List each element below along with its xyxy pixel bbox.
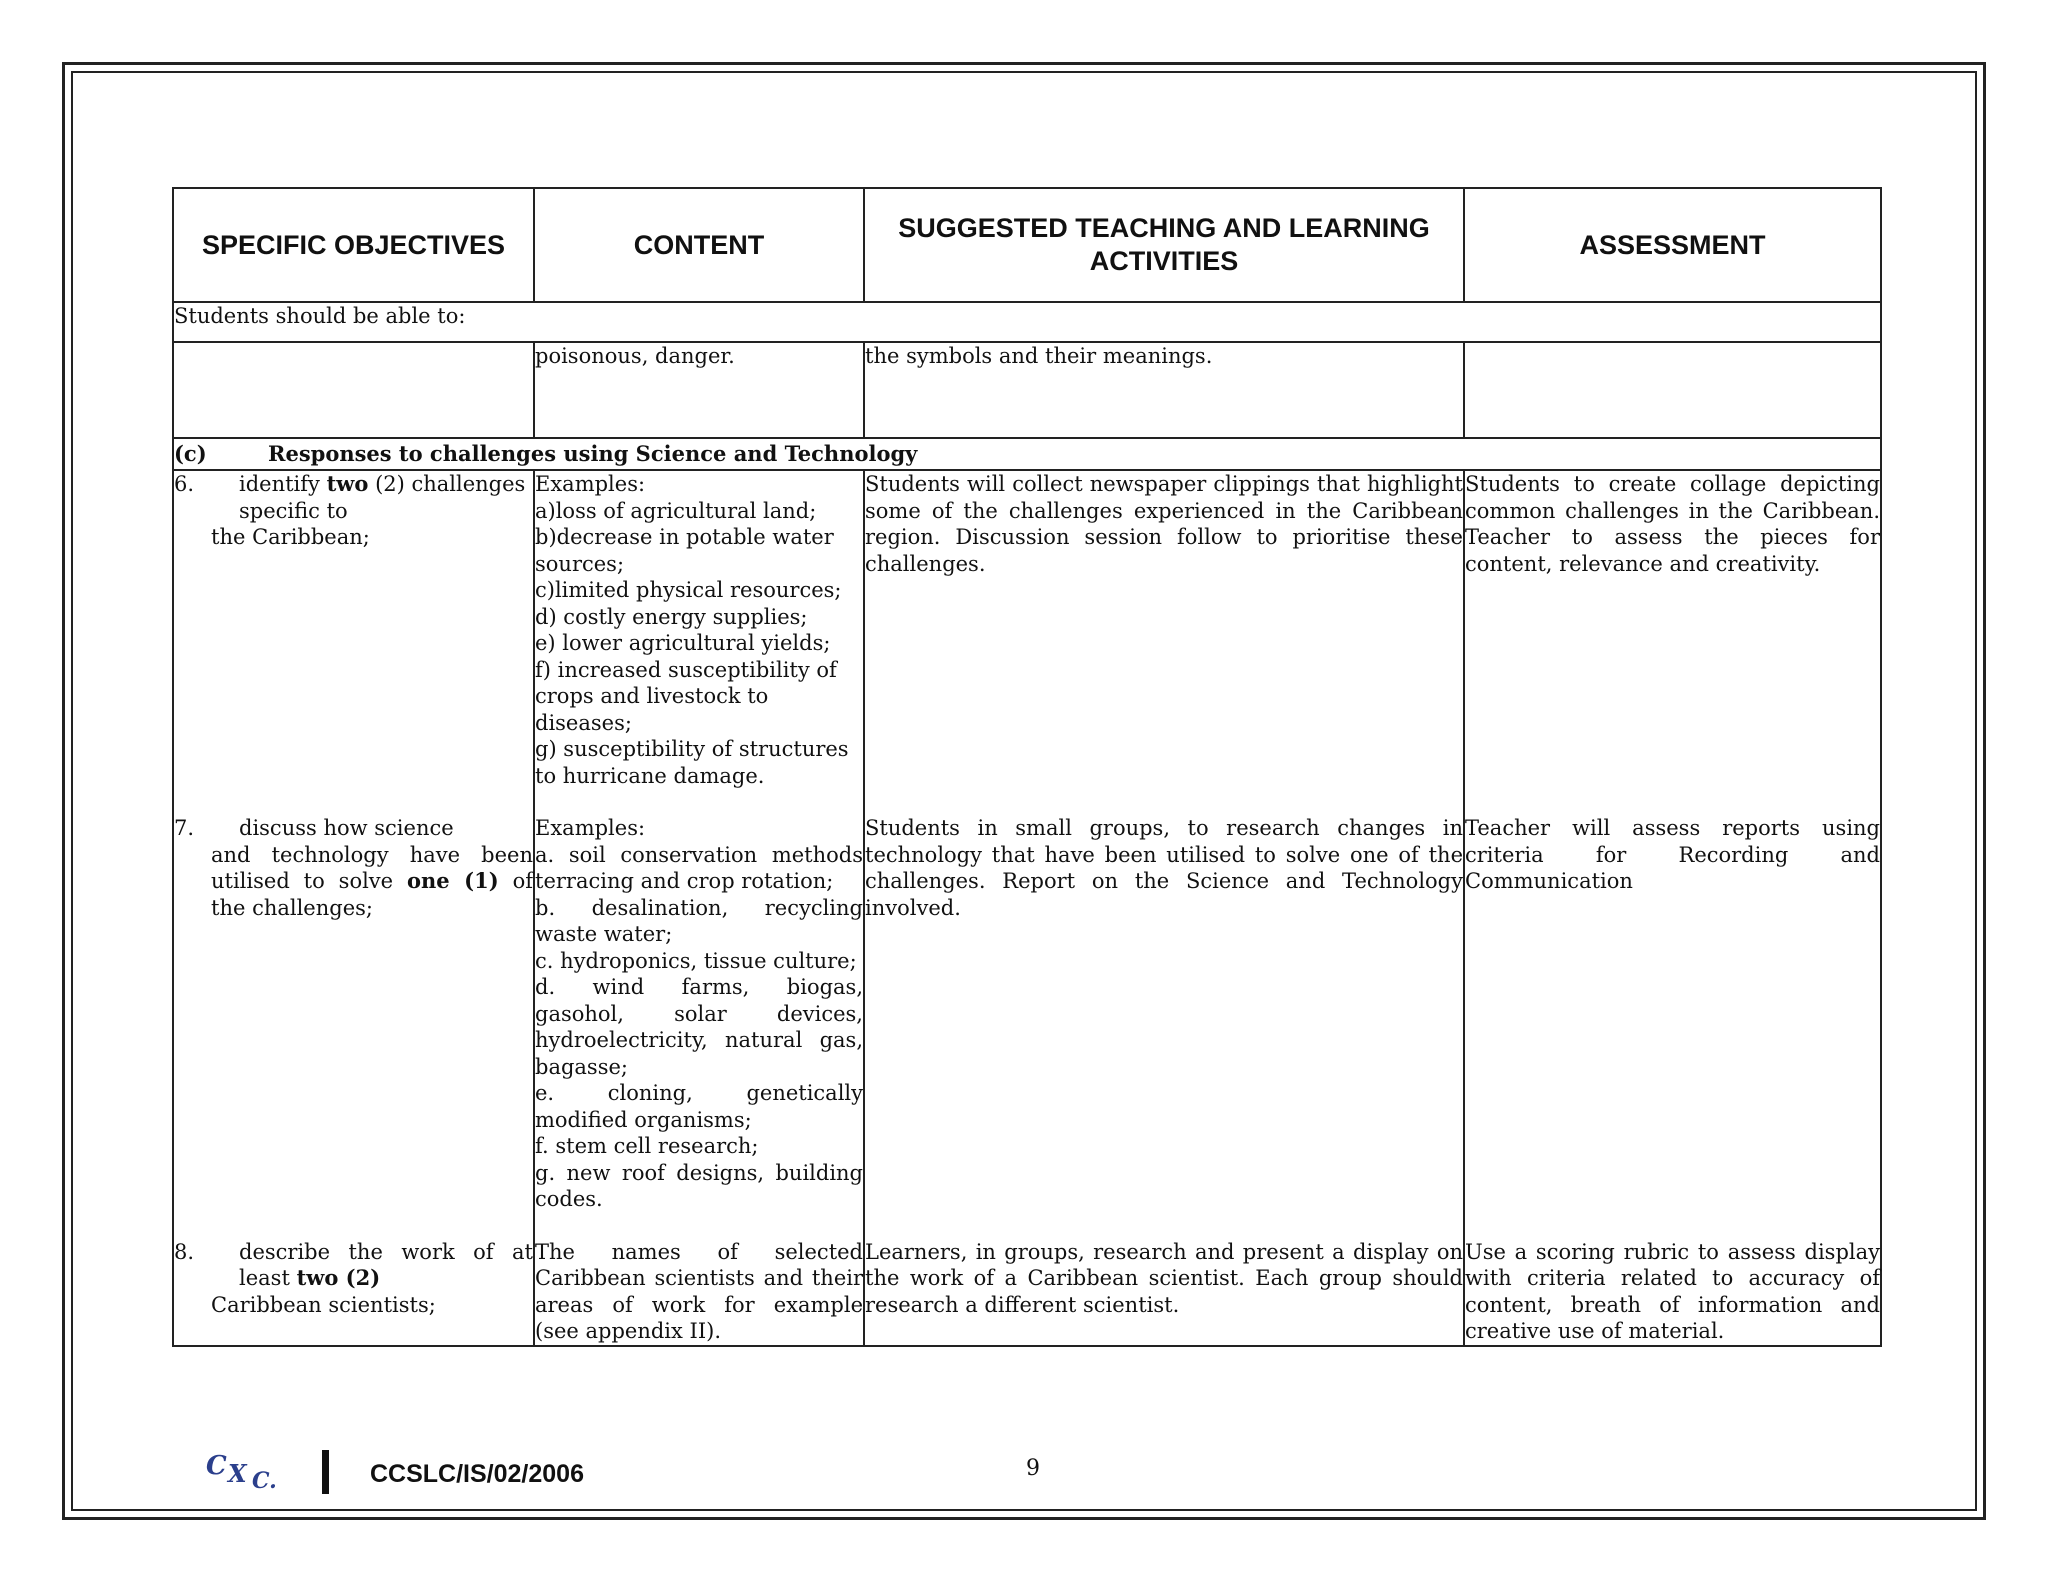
section-heading: [173, 438, 1881, 470]
content-line: c. hydroponics, tissue culture;: [535, 948, 857, 973]
content-line: d. wind farms, biogas, gasohol, solar devices, hydroelectricity, natural gas, bagasse;: [535, 975, 863, 1079]
content-line: e) lower agricultural yields;: [535, 631, 831, 655]
objective-text-rest: the Caribbean;: [211, 525, 370, 549]
content-line: f. stem cell research;: [535, 1134, 759, 1158]
content-line: e. cloning, genetically modified organisms;: [535, 1081, 863, 1132]
content-line: c)limited physical resources;: [535, 578, 842, 602]
content-6: [534, 470, 864, 815]
content-line: a. soil conservation methods terracing and crop rotation;: [535, 842, 863, 893]
objective-text: identify: [239, 472, 327, 496]
section-label: (c): [174, 441, 207, 466]
objective-8: [173, 1239, 534, 1346]
intro-text: Students should be able to:: [173, 302, 1881, 342]
content-line: a)loss of agricultural land;: [535, 498, 817, 523]
header-activities: SUGGESTED TEACHING AND LEARNING ACTIVITIES: [864, 188, 1464, 302]
continued-objective-cell: [173, 342, 534, 438]
syllabus-table: [172, 187, 1882, 1347]
header-row: [173, 188, 1881, 302]
content-line: g. new roof designs, building codes.: [535, 1160, 863, 1211]
continued-assessment-cell: [1464, 342, 1881, 438]
content-line: f) increased susceptibility of crops and livestock to diseases;: [535, 657, 837, 735]
objective-number: 7.: [174, 816, 195, 840]
content-line: d) costly energy supplies;: [535, 604, 808, 629]
activities-6: Students will collect newspaper clippings that highlight some of the challenges experienced in the Caribbean region. Discussion session follow to prioritise these challenges.: [864, 470, 1464, 815]
objective-text: discuss how science: [239, 816, 454, 840]
svg-text:C.: C.: [252, 1468, 277, 1490]
cxc-logo: [204, 1446, 292, 1490]
content-7: [534, 815, 864, 1239]
content-line: b. desalination, recycling waste water;: [535, 895, 863, 946]
continued-content: poisonous, danger.: [534, 342, 864, 438]
objective-text-end: (2) challenges specific to: [239, 472, 526, 523]
objective-text-end: of the challenges;: [211, 869, 533, 920]
objective-text: describe the work of at least: [239, 1239, 533, 1290]
objective-6: [173, 470, 534, 815]
page-number: 9: [1026, 1456, 1040, 1481]
objective-text-rest: Caribbean scientists;: [211, 1292, 436, 1317]
svg-text:X: X: [228, 1459, 247, 1488]
objective-bold: two: [326, 471, 369, 496]
header-assessment: ASSESSMENT: [1464, 188, 1881, 302]
objective-row-7: [173, 815, 1881, 1239]
content-line: Examples:: [535, 472, 646, 496]
content-8: The names of selected Caribbean scientists and their areas of work for example (see appendix II).: [534, 1239, 864, 1346]
objective-row-8: [173, 1239, 1881, 1346]
section-title: Responses to challenges using Science and Technology: [268, 441, 918, 466]
objective-number: 8.: [174, 1239, 195, 1264]
content-line: g) susceptibility of structures to hurricane damage.: [535, 737, 849, 788]
continued-activities: the symbols and their meanings.: [864, 342, 1464, 438]
document-code: CCSLC/IS/02/2006: [370, 1460, 584, 1488]
objective-row-6: [173, 470, 1881, 815]
objective-bold: two (2): [296, 1265, 381, 1290]
assessment-8: Use a scoring rubric to assess display with criteria related to accuracy of content, breath of information and creative use of material.: [1464, 1239, 1881, 1346]
content-line: Examples:: [535, 816, 646, 840]
header-content: CONTENT: [534, 188, 864, 302]
content-line: b)decrease in potable water sources;: [535, 525, 834, 576]
assessment-6: Students to create collage depicting common challenges in the Caribbean. Teacher to assess the pieces for content, relevance and creativity.: [1464, 470, 1881, 815]
objective-text-rest: and technology have been utilised to solve: [211, 842, 533, 893]
footer-divider: [322, 1450, 329, 1494]
svg-text:C: C: [206, 1451, 227, 1481]
intro-row: [173, 302, 1881, 342]
objective-bold: one (1): [407, 868, 499, 893]
activities-7: Students in small groups, to research changes in technology that have been utilised to solve one of the challenges. Report on the Science and Technology involved.: [864, 815, 1464, 1239]
header-objectives: SPECIFIC OBJECTIVES: [173, 188, 534, 302]
continued-row: [173, 342, 1881, 438]
activities-8: Learners, in groups, research and present a display on the work of a Caribbean scientist. Each group should research a different scientist.: [864, 1239, 1464, 1346]
assessment-7: Teacher will assess reports using criteria for Recording and Communication: [1464, 815, 1881, 1239]
objective-number: 6.: [174, 472, 195, 496]
section-row: [173, 438, 1881, 470]
objective-7: [173, 815, 534, 1239]
